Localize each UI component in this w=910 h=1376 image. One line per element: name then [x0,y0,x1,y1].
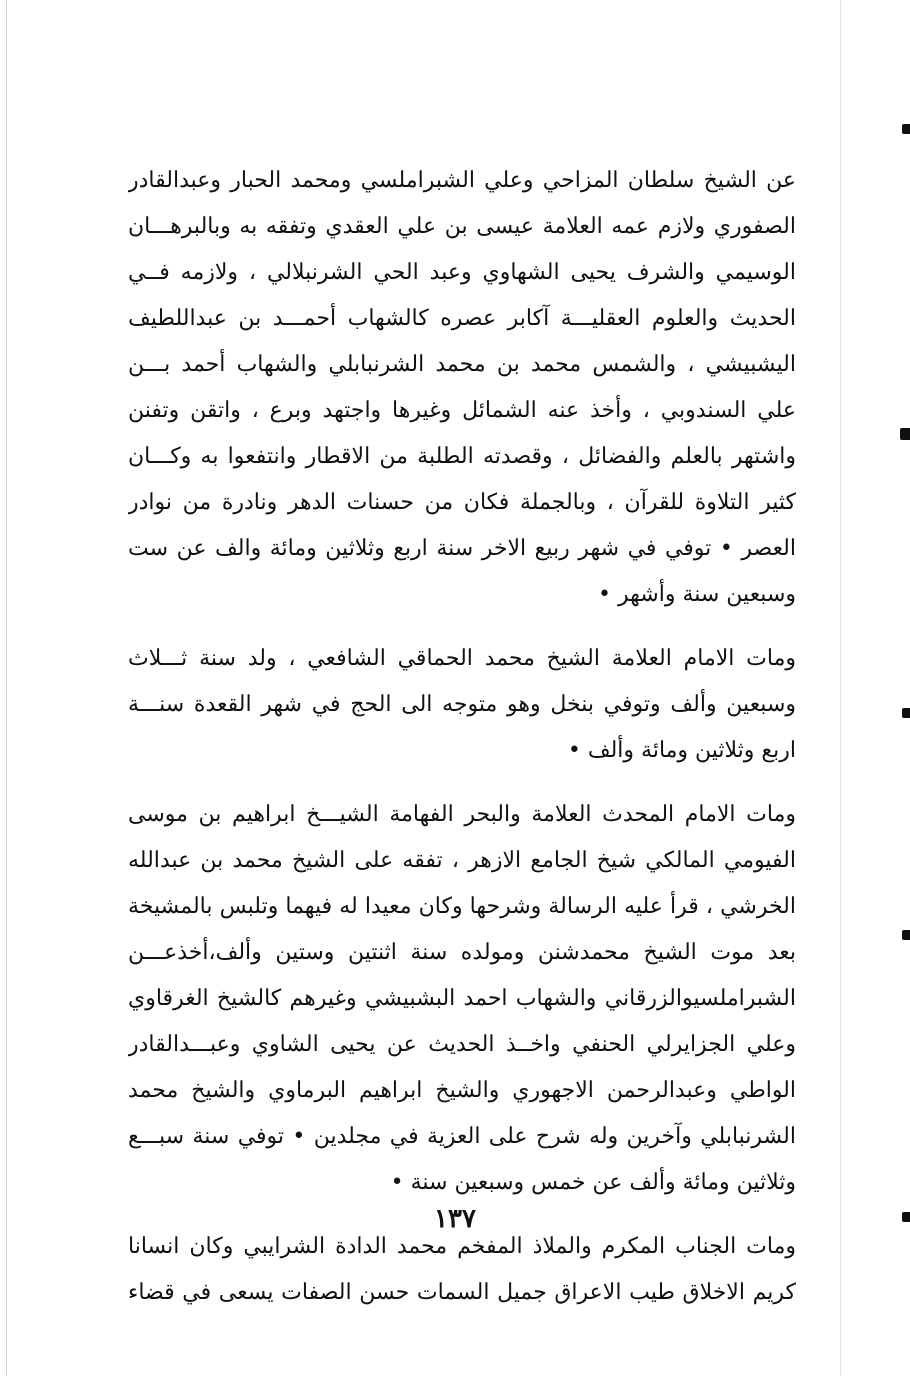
scan-fold-line [840,0,841,1376]
text-line: الفيومي المالكي شيخ الجامع الازهر ، تفقه على الشيخ محمد بن عبدالله [128,848,796,873]
text-line: اليشبيشي ، والشمس محمد بن محمد الشرنبابلي والشهاب أحمد بـــن [128,352,796,377]
paragraph [128,158,796,618]
paragraph-gap [128,618,796,636]
text-line: الشرنبابلي وآخرين وله شرح على العزية في مجلدين • توفي سنة سبـــع [128,1124,796,1149]
text-line: علي السندوبي ، وأخذ عنه الشمائل وغيرها واجتهد وبرع ، واتقن وتفنن [128,398,796,423]
page-number: ١٣٧ [434,1204,476,1234]
text-line: وسبعين سنة وأشهر • [598,582,796,607]
text-line: الوسيمي والشرف يحيى الشهاوي وعبد الحي الشرنبلالي ، ولازمه فــي [128,260,796,285]
paragraph-gap [128,774,796,792]
text-line: وعلي الجزايرلي الحنفي واخــذ الحديث عن يحيى الشاوي وعبـــدالقادر [128,1032,796,1057]
text-line: الصفوري ولازم عمه العلامة عيسى بن علي العقدي وتفقه به وبالبرهـــان [128,214,796,239]
binding-mark [900,428,910,440]
binding-mark [902,124,910,134]
text-line: بعد موت الشيخ محمدشنن ومولده سنة اثنتين وستين وألف،أخذعـــن [128,940,796,965]
text-line: وسبعين وألف وتوفي بنخل وهو متوجه الى الحج في شهر القعدة سنـــة [128,692,796,717]
text-line: العصر • توفي في شهر ربيع الاخر سنة اربع وثلاثين ومائة والف عن ست [128,536,796,561]
text-line: الحديث والعلوم العقليـــة آكابر عصره كالشهاب أحمـــد بن عبداللطيف [128,306,796,331]
body-text [128,158,796,1316]
binding-mark [902,708,910,718]
text-line: واشتهر بالعلم والفضائل ، وقصدته الطلبة من الاقطار وانتفعوا به وكـــان [128,444,796,469]
text-line: ومات الجناب المكرم والملاذ المفخم محمد الدادة الشرايبي وكان انسانا [128,1234,796,1259]
text-line: الشبراملسيوالزرقاني والشهاب احمد البشبيشي وغيرهم كالشيخ الغرقاوي [128,986,796,1011]
text-line: كثير التلاوة للقرآن ، وبالجملة فكان من حسنات الدهر ونادرة من نوادر [128,490,796,515]
paragraph [128,636,796,774]
text-line: الواطي وعبدالرحمن الاجهوري والشيخ ابراهيم البرماوي والشيخ محمد [128,1078,796,1103]
scan-edge-line [6,0,7,1376]
text-line: ومات الامام العلامة الشيخ محمد الحماقي الشافعي ، ولد سنة ثـــلاث [128,646,796,671]
text-line: كريم الاخلاق طيب الاعراق جميل السمات حسن الصفات يسعى في قضاء [128,1280,796,1305]
text-line: ومات الامام المحدث العلامة والبحر الفهامة الشيـــخ ابراهيم بن موسى [128,802,796,827]
text-line: اربع وثلاثين ومائة وألف • [567,738,796,763]
binding-mark [902,930,910,940]
text-line: الخرشي ، قرأ عليه الرسالة وشرحها وكان معيدا له فيهما وتلبس بالمشيخة [128,894,796,919]
text-line: عن الشيخ سلطان المزاحي وعلي الشبراملسي ومحمد الحبار وعبدالقادر [128,168,796,193]
paragraph [128,1224,796,1316]
text-line: وثلاثين ومائة وألف عن خمس وسبعين سنة • [390,1170,796,1195]
paragraph [128,792,796,1206]
